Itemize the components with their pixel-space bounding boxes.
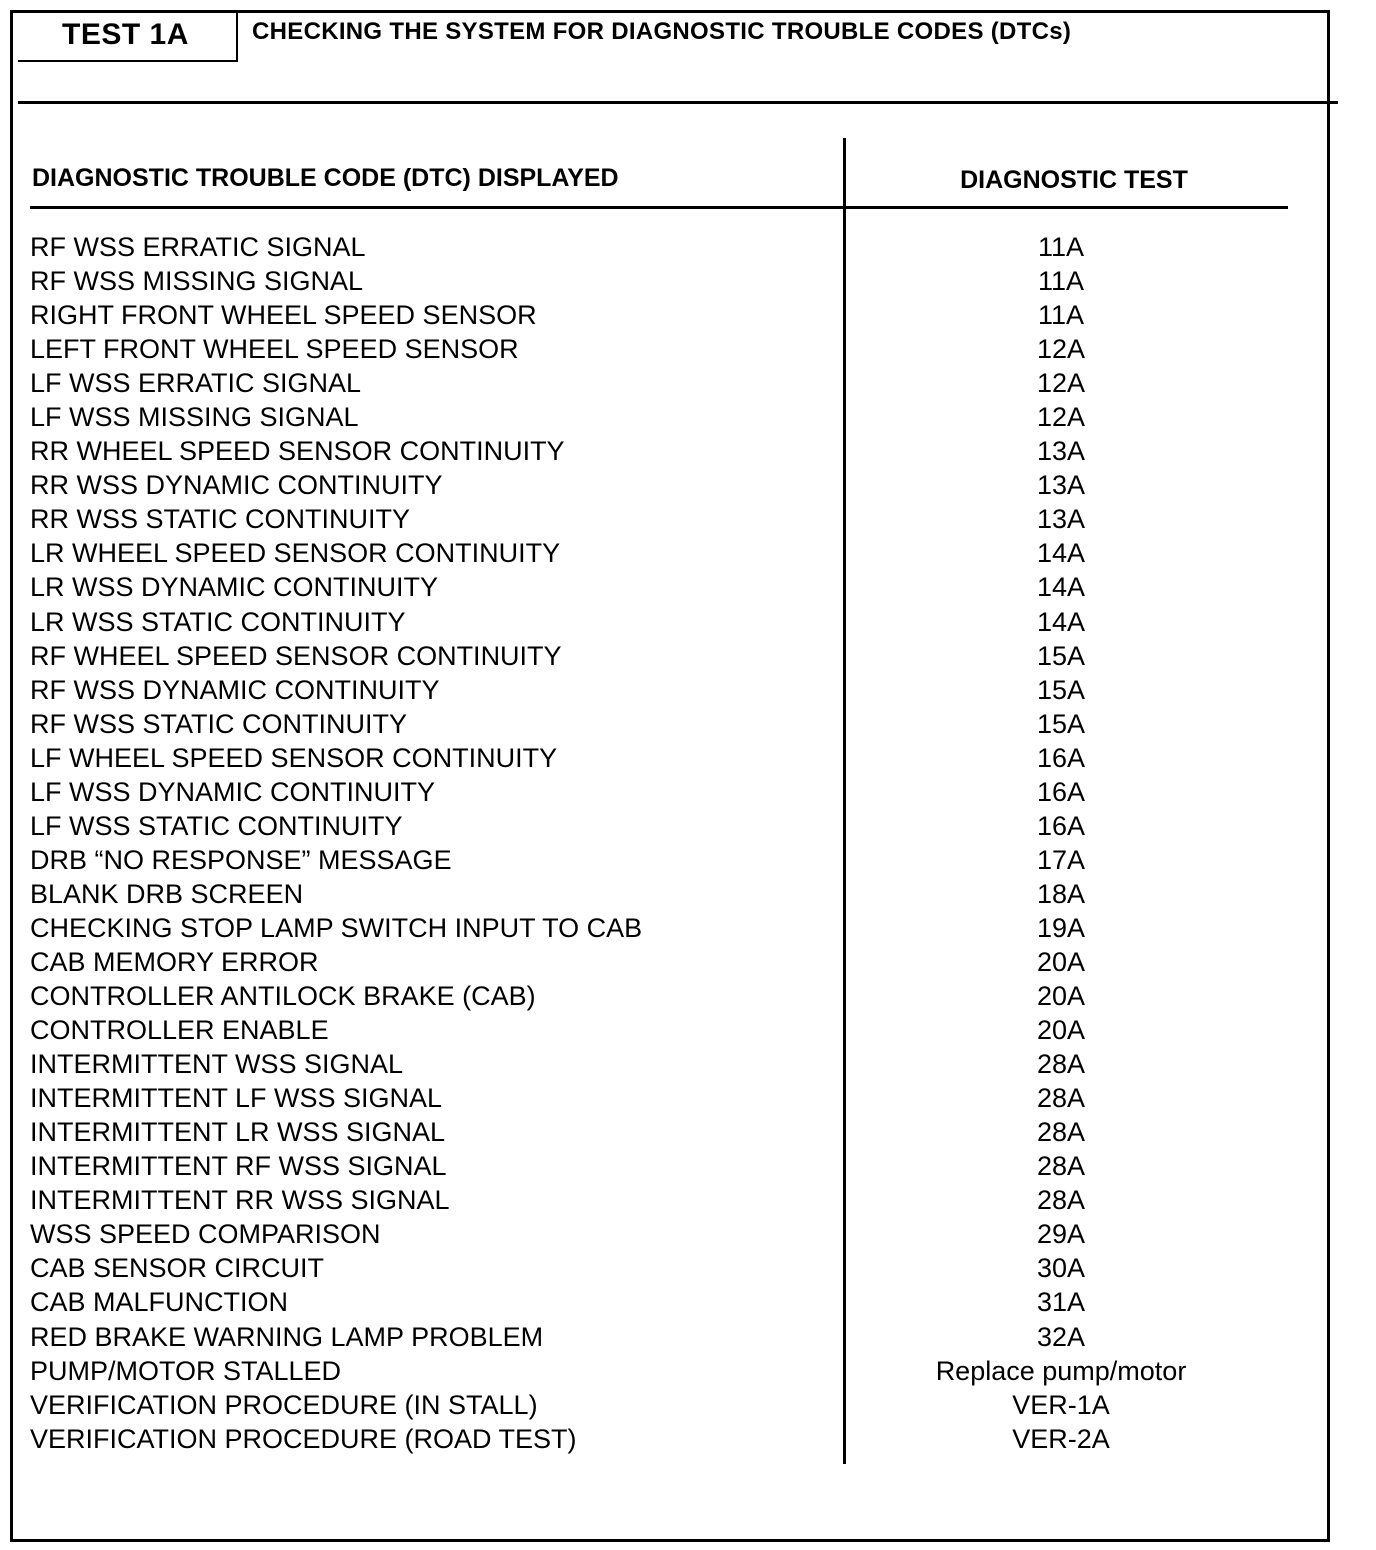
table-row	[0, 741, 1376, 775]
table-row	[0, 1183, 1376, 1217]
diagnostic-test-cell: 30A	[1036, 1253, 1086, 1284]
diagnostic-test-cell: 16A	[1036, 742, 1086, 773]
table-row	[0, 707, 1376, 741]
dtc-code-cell: INTERMITTENT LR WSS SIGNAL	[30, 1117, 446, 1148]
test-label: TEST 1A	[62, 18, 189, 51]
diagnostic-test-cell: 29A	[1036, 1219, 1086, 1250]
diagnostic-test-cell: 15A	[1036, 708, 1086, 739]
table-row	[0, 843, 1376, 877]
table-row	[0, 1388, 1376, 1422]
diagnostic-test-cell: 28A	[1036, 1185, 1086, 1216]
table-row	[0, 264, 1376, 298]
table-row	[0, 1081, 1376, 1115]
dtc-code-cell: RF WHEEL SPEED SENSOR CONTINUITY	[30, 640, 562, 671]
dtc-code-cell: CAB MEMORY ERROR	[30, 946, 319, 977]
diagnostic-test-cell: 28A	[1036, 1049, 1086, 1080]
dtc-code-cell: RR WSS STATIC CONTINUITY	[30, 504, 410, 535]
dtc-code-cell: RF WSS DYNAMIC CONTINUITY	[30, 674, 440, 705]
diagnostic-test-cell: VER-2A	[1012, 1423, 1110, 1454]
table-row	[0, 1422, 1376, 1456]
column-header-test: DIAGNOSTIC TEST	[960, 166, 1188, 194]
dtc-code-cell: RIGHT FRONT WHEEL SPEED SENSOR	[30, 300, 537, 331]
table-row	[0, 1285, 1376, 1319]
dtc-code-cell: RR WSS DYNAMIC CONTINUITY	[30, 470, 443, 501]
table-row	[0, 570, 1376, 604]
diagnostic-test-cell: 15A	[1036, 674, 1086, 705]
dtc-code-cell: RED BRAKE WARNING LAMP PROBLEM	[30, 1321, 544, 1352]
diagnostic-test-cell: 11A	[1037, 232, 1085, 262]
table-row	[0, 332, 1376, 366]
diagnostic-test-cell: 17A	[1036, 844, 1086, 875]
diagnostic-test-cell: 15A	[1036, 640, 1086, 671]
dtc-code-cell: CONTROLLER ANTILOCK BRAKE (CAB)	[30, 981, 536, 1012]
dtc-code-cell: DRB “NO RESPONSE” MESSAGE	[30, 844, 452, 875]
dtc-code-cell: CONTROLLER ENABLE	[30, 1015, 329, 1046]
diagnostic-test-cell: 28A	[1036, 1151, 1086, 1182]
dtc-code-cell: INTERMITTENT RF WSS SIGNAL	[30, 1151, 447, 1182]
dtc-code-cell: LF WSS ERRATIC SIGNAL	[30, 368, 362, 399]
dtc-code-cell: PUMP/MOTOR STALLED	[30, 1355, 342, 1386]
dtc-code-cell: LR WSS DYNAMIC CONTINUITY	[30, 572, 439, 603]
diagnostic-test-cell: 16A	[1036, 776, 1086, 807]
diagnostic-test-cell: 13A	[1036, 470, 1086, 501]
diagnostic-test-cell: 28A	[1036, 1117, 1086, 1148]
table-row	[0, 536, 1376, 570]
diagnostic-test-cell: 13A	[1036, 436, 1086, 467]
diagnostic-test-cell: 31A	[1036, 1287, 1086, 1318]
table-row	[0, 1217, 1376, 1251]
dtc-code-cell: INTERMITTENT WSS SIGNAL	[30, 1049, 404, 1080]
table-row	[0, 1047, 1376, 1081]
dtc-code-cell: CHECKING STOP LAMP SWITCH INPUT TO CAB	[30, 912, 643, 943]
table-row	[0, 945, 1376, 979]
dtc-code-cell: RF WSS STATIC CONTINUITY	[30, 708, 407, 739]
diagnostic-test-cell: 12A	[1036, 402, 1086, 433]
dtc-code-cell: LF WSS DYNAMIC CONTINUITY	[30, 776, 436, 807]
dtc-code-cell: LR WSS STATIC CONTINUITY	[30, 606, 406, 637]
diagnostic-test-cell: 12A	[1036, 368, 1086, 399]
dtc-code-cell: RF WSS MISSING SIGNAL	[30, 266, 364, 297]
table-row	[0, 673, 1376, 707]
table-row	[0, 809, 1376, 843]
diagnostic-test-cell: 12A	[1036, 334, 1086, 365]
dtc-code-cell: INTERMITTENT LF WSS SIGNAL	[30, 1083, 443, 1114]
column-header-rule	[30, 206, 1288, 209]
diagnostic-test-cell: 16A	[1036, 810, 1086, 841]
table-row	[0, 877, 1376, 911]
dtc-code-cell: VERIFICATION PROCEDURE (ROAD TEST)	[30, 1423, 577, 1454]
table-row	[0, 502, 1376, 536]
table-row	[0, 1149, 1376, 1183]
diagnostic-test-cell: VER-1A	[1012, 1389, 1110, 1420]
diagnostic-test-cell: 14A	[1036, 606, 1086, 637]
table-row	[0, 1251, 1376, 1285]
dtc-code-cell: LF WSS STATIC CONTINUITY	[30, 810, 403, 841]
page-title: CHECKING THE SYSTEM FOR DIAGNOSTIC TROUBLE CODES (DTCs)	[252, 18, 1072, 45]
table-row	[0, 605, 1376, 639]
table-row	[0, 979, 1376, 1013]
table-row	[0, 639, 1376, 673]
table-row	[0, 400, 1376, 434]
table-row	[0, 1013, 1376, 1047]
diagnostic-test-cell: 28A	[1036, 1083, 1086, 1114]
diagnostic-test-cell: 32A	[1036, 1321, 1086, 1352]
dtc-code-cell: LR WHEEL SPEED SENSOR CONTINUITY	[30, 538, 561, 569]
diagnostic-test-cell: 19A	[1036, 912, 1086, 943]
diagnostic-test-cell: 11A	[1037, 266, 1085, 297]
dtc-code-cell: RR WHEEL SPEED SENSOR CONTINUITY	[30, 436, 565, 467]
diagnostic-test-cell: 20A	[1036, 1015, 1086, 1046]
dtc-code-cell: CAB SENSOR CIRCUIT	[30, 1253, 325, 1284]
table-row	[0, 298, 1376, 332]
dtc-code-cell: VERIFICATION PROCEDURE (IN STALL)	[30, 1389, 538, 1420]
diagnostic-test-cell: 13A	[1036, 504, 1086, 535]
dtc-code-cell: RF WSS ERRATIC SIGNAL	[30, 232, 366, 262]
table-row	[0, 1115, 1376, 1149]
dtc-code-cell: LF WSS MISSING SIGNAL	[30, 402, 359, 433]
table-row	[0, 366, 1376, 400]
diagnostic-test-cell: 14A	[1036, 572, 1086, 603]
table-row	[0, 1354, 1376, 1388]
dtc-code-cell: LEFT FRONT WHEEL SPEED SENSOR	[30, 334, 519, 365]
dtc-code-cell: LF WHEEL SPEED SENSOR CONTINUITY	[30, 742, 558, 773]
diagnostic-test-cell: 20A	[1036, 981, 1086, 1012]
diagnostic-test-cell: Replace pump/motor	[935, 1355, 1187, 1386]
dtc-code-cell: CAB MALFUNCTION	[30, 1287, 289, 1318]
dtc-code-cell: WSS SPEED COMPARISON	[30, 1219, 381, 1250]
dtc-code-cell: INTERMITTENT RR WSS SIGNAL	[30, 1185, 450, 1216]
table-row	[0, 911, 1376, 945]
table-row	[0, 775, 1376, 809]
dtc-table-body	[0, 230, 1376, 1456]
dtc-code-cell: BLANK DRB SCREEN	[30, 878, 304, 909]
diagnostic-test-cell: 11A	[1037, 300, 1085, 331]
diagnostic-test-cell: 14A	[1036, 538, 1086, 569]
table-row	[0, 230, 1376, 264]
table-row	[0, 468, 1376, 502]
table-row	[0, 1320, 1376, 1354]
column-header-dtc: DIAGNOSTIC TROUBLE CODE (DTC) DISPLAYED	[32, 164, 619, 192]
header-divider	[18, 101, 1338, 104]
diagnostic-test-cell: 20A	[1036, 946, 1086, 977]
diagnostic-test-cell: 18A	[1036, 878, 1086, 909]
table-row	[0, 434, 1376, 468]
